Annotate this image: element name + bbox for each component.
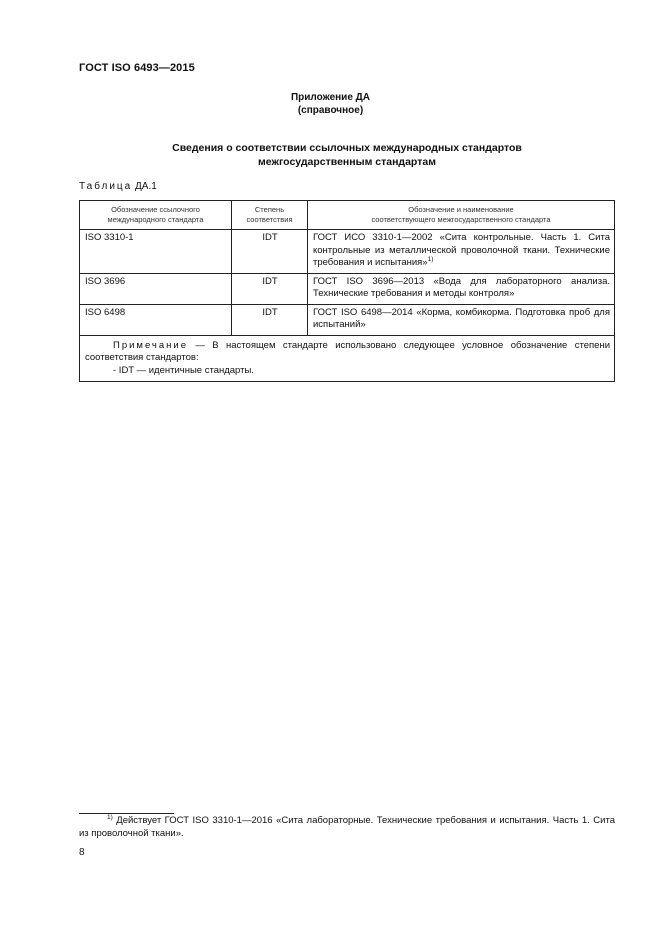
document-code: ГОСТ ISO 6493—2015 — [79, 62, 195, 74]
degree-cell: IDT — [232, 273, 308, 304]
table-caption-number: ДА.1 — [135, 181, 157, 192]
section-title — [0, 141, 661, 169]
appendix-title: Приложение ДА — [290, 92, 371, 103]
footnote-reference: 1) — [427, 255, 434, 263]
footnote-mark: 1) — [107, 813, 113, 821]
degree-cell: IDT — [232, 230, 308, 274]
standard-cell: ISO 6498 — [80, 304, 232, 335]
table-note — [80, 335, 615, 382]
standards-table — [79, 200, 615, 382]
note-text: — В настоящем стандарте использовано следующее условное обозначение степени соответствия стандартов: — [85, 339, 610, 363]
description-cell: ГОСТ ISO 3696—2013 «Вода для лабораторного анализа. Технические требования и методы контроля» — [308, 273, 615, 304]
table-caption — [79, 181, 157, 192]
column-header-degree: Степень соответствия — [232, 201, 308, 230]
page-number: 8 — [79, 847, 85, 858]
description-cell: ГОСТ ИСО 3310-1—2002 «Сита контрольные. Часть 1. Сита контрольные из металлической проволочной ткани. Технические требования и испытания»$^{1)}$ — [308, 230, 615, 274]
degree-cell: IDT — [232, 304, 308, 335]
table-row — [80, 273, 615, 304]
table-header-row — [80, 201, 615, 230]
standard-cell: ISO 3696 — [80, 273, 232, 304]
column-header-standard: Обозначение ссылочного международного стандарта — [80, 201, 232, 230]
description-cell: ГОСТ ISO 6498—2014 «Корма, комбикорма. Подготовка проб для испытаний» — [308, 304, 615, 335]
appendix-heading — [0, 91, 661, 117]
note-item: - IDT — идентичные стандарты. — [113, 364, 254, 376]
table-row — [80, 230, 615, 274]
section-title-line-2: межгосударственным стандартам — [258, 156, 436, 168]
appendix-subtitle: (справочное) — [297, 105, 364, 116]
table-row — [80, 304, 615, 335]
footnote-text: Действует ГОСТ ISO 3310-1—2016 «Сита лабораторные. Технические требования и испытания. Часть 1. Сита из проволочной ткани». — [79, 815, 615, 839]
section-title-line-1: Сведения о соответствии ссылочных международных стандартов — [172, 142, 522, 154]
standard-cell: ISO 3310-1 — [80, 230, 232, 274]
footnote-divider — [79, 813, 174, 814]
footnote — [79, 815, 615, 840]
table-caption-word: Таблица — [79, 181, 133, 192]
note-label: Примечание — [113, 339, 188, 351]
table-note-row — [80, 335, 615, 382]
column-header-description: Обозначение и наименование соответствующего межгосударственного стандарта — [308, 201, 615, 230]
